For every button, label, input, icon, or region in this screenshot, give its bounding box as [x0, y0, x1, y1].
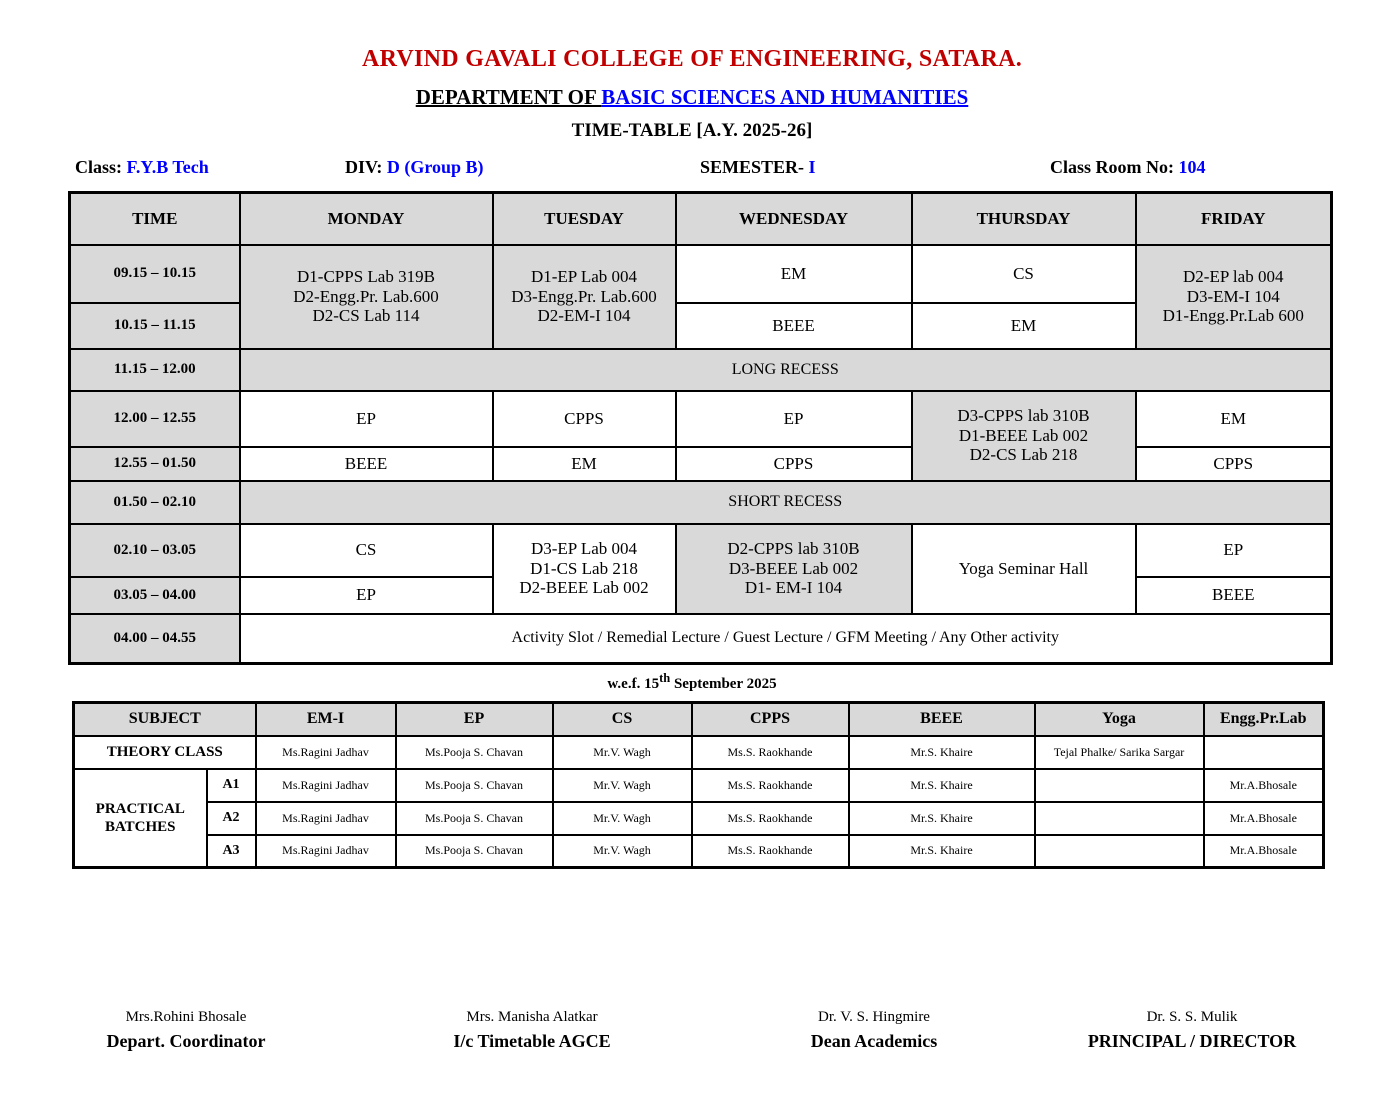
teacher-cell: Ms.Pooja S. Chavan	[396, 802, 553, 835]
col-header-cs: CS	[553, 703, 692, 736]
cell-thursday-yoga: Yoga Seminar Hall	[912, 524, 1136, 614]
col-header-enggprlab: Engg.Pr.Lab	[1204, 703, 1324, 736]
cell-wednesday-1255: CPPS	[676, 447, 912, 481]
theory-class-label: THEORY CLASS	[74, 736, 256, 769]
teacher-cell: Ms.Pooja S. Chavan	[396, 736, 553, 769]
department-name: BASIC SCIENCES AND HUMANITIES	[601, 85, 969, 109]
cell-friday-morning-labs: D2-EP lab 004 D3-EM-I 104 D1-Engg.Pr.Lab 600	[1136, 245, 1332, 349]
teacher-cell: Ms.Pooja S. Chavan	[396, 769, 553, 802]
teacher-cell: Ms.Pooja S. Chavan	[396, 835, 553, 868]
table-row	[70, 245, 1332, 303]
teacher-cell: Ms.S. Raokhande	[692, 736, 849, 769]
col-header-time: TIME	[70, 193, 240, 245]
timetable-title: TIME-TABLE [A.Y. 2025-26]	[571, 120, 813, 141]
class-info-row	[0, 157, 1384, 183]
batch-label-a3: A3	[207, 835, 256, 868]
cell-monday-1200: EP	[240, 391, 493, 447]
teacher-cell: Mr.S. Khaire	[849, 769, 1035, 802]
teacher-cell: Mr.V. Wagh	[553, 736, 692, 769]
department-prefix: DEPARTMENT OF	[415, 85, 602, 109]
batch-label-a1: A1	[207, 769, 256, 802]
col-header-wednesday: WEDNESDAY	[676, 193, 912, 245]
short-recess-cell: SHORT RECESS	[240, 481, 1332, 524]
teacher-cell	[1204, 736, 1324, 769]
practical-batches-label: PRACTICAL BATCHES	[74, 769, 207, 868]
timetable-header-row	[70, 193, 1332, 245]
teacher-cell	[1035, 802, 1204, 835]
staff-header-row	[74, 703, 1324, 736]
timetable-document	[0, 46, 1384, 1102]
table-row	[70, 391, 1332, 447]
signature-principal-director: Dr. S. S. Mulik PRINCIPAL / DIRECTOR	[1087, 1009, 1297, 1051]
time-slot-0400: 04.00 – 04.55	[70, 614, 240, 664]
teacher-cell: Ms.S. Raokhande	[692, 769, 849, 802]
cell-wednesday-1200: EP	[676, 391, 912, 447]
teacher-cell: Mr.A.Bhosale	[1204, 769, 1324, 802]
practical-batch-row-a1	[74, 769, 1324, 802]
staff-allocation-table	[72, 701, 1325, 869]
teacher-cell: Mr.V. Wagh	[553, 769, 692, 802]
activity-row	[70, 614, 1332, 664]
cell-friday-1200: EM	[1136, 391, 1332, 447]
signature-timetable-incharge: Mrs. Manisha Alatkar I/c Timetable AGCE	[453, 1009, 611, 1051]
teacher-cell: Ms.S. Raokhande	[692, 802, 849, 835]
teacher-cell: Mr.V. Wagh	[553, 835, 692, 868]
table-row	[70, 447, 1332, 481]
cell-thursday-1015: EM	[912, 303, 1136, 349]
department-line	[0, 85, 1384, 110]
semester-info: SEMESTER- I	[700, 157, 816, 177]
division-info: DIV: D (Group B)	[345, 157, 484, 177]
time-slot-0305: 03.05 – 04.00	[70, 577, 240, 614]
teacher-cell: Ms.S. Raokhande	[692, 835, 849, 868]
short-recess-row	[70, 481, 1332, 524]
time-slot-1115: 11.15 – 12.00	[70, 349, 240, 391]
batch-label-a2: A2	[207, 802, 256, 835]
time-slot-0210: 02.10 – 03.05	[70, 524, 240, 577]
cell-thursday-0915: CS	[912, 245, 1136, 303]
cell-monday-morning-labs: D1-CPPS Lab 319B D2-Engg.Pr. Lab.600 D2-CS Lab 114	[240, 245, 493, 349]
time-slot-1015: 10.15 – 11.15	[70, 303, 240, 349]
teacher-cell: Mr.S. Khaire	[849, 835, 1035, 868]
weekly-timetable	[68, 191, 1333, 665]
class-info: Class: F.Y.B Tech	[75, 157, 209, 177]
time-slot-1200: 12.00 – 12.55	[70, 391, 240, 447]
activity-slot-cell: Activity Slot / Remedial Lecture / Guest Lecture / GFM Meeting / Any Other activity	[240, 614, 1332, 664]
teacher-cell: Ms.Ragini Jadhav	[256, 802, 396, 835]
classroom-info: Class Room No: 104	[1050, 157, 1206, 177]
cell-friday-0210: EP	[1136, 524, 1332, 577]
time-slot-0915: 09.15 – 10.15	[70, 245, 240, 303]
cell-monday-0210: CS	[240, 524, 493, 577]
cell-friday-1255: CPPS	[1136, 447, 1332, 481]
time-slot-0150: 01.50 – 02.10	[70, 481, 240, 524]
teacher-cell: Mr.A.Bhosale	[1204, 802, 1324, 835]
teacher-cell	[1035, 835, 1204, 868]
col-header-beee: BEEE	[849, 703, 1035, 736]
signature-dean-academics: Dr. V. S. Hingmire Dean Academics	[810, 1009, 938, 1051]
teacher-cell: Ms.Ragini Jadhav	[256, 769, 396, 802]
teacher-cell: Mr.S. Khaire	[849, 802, 1035, 835]
table-row	[70, 524, 1332, 577]
teacher-cell: Mr.S. Khaire	[849, 736, 1035, 769]
cell-monday-1255: BEEE	[240, 447, 493, 481]
col-header-monday: MONDAY	[240, 193, 493, 245]
col-header-thursday: THURSDAY	[912, 193, 1136, 245]
col-header-yoga: Yoga	[1035, 703, 1204, 736]
cell-tuesday-afternoon-labs: D3-EP Lab 004 D1-CS Lab 218 D2-BEEE Lab 002	[493, 524, 676, 614]
teacher-cell: Ms.Ragini Jadhav	[256, 835, 396, 868]
effective-date: w.e.f. 15th September 2025	[607, 671, 777, 692]
cell-wednesday-0915: EM	[676, 245, 912, 303]
practical-batch-row-a2	[74, 802, 1324, 835]
col-header-tuesday: TUESDAY	[493, 193, 676, 245]
cell-wednesday-1015: BEEE	[676, 303, 912, 349]
theory-class-row	[74, 736, 1324, 769]
col-header-subject: SUBJECT	[74, 703, 256, 736]
cell-thursday-noon-labs: D3-CPPS lab 310B D1-BEEE Lab 002 D2-CS Lab 218	[912, 391, 1136, 481]
cell-monday-0305: EP	[240, 577, 493, 614]
cell-tuesday-morning-labs: D1-EP Lab 004 D3-Engg.Pr. Lab.600 D2-EM-I 104	[493, 245, 676, 349]
col-header-cpps: CPPS	[692, 703, 849, 736]
teacher-cell: Mr.A.Bhosale	[1204, 835, 1324, 868]
cell-wednesday-afternoon-labs: D2-CPPS lab 310B D3-BEEE Lab 002 D1- EM-I 104	[676, 524, 912, 614]
cell-tuesday-1255: EM	[493, 447, 676, 481]
teacher-cell: Tejal Phalke/ Sarika Sargar	[1035, 736, 1204, 769]
time-slot-1255: 12.55 – 01.50	[70, 447, 240, 481]
col-header-friday: FRIDAY	[1136, 193, 1332, 245]
practical-batch-row-a3	[74, 835, 1324, 868]
col-header-emi: EM-I	[256, 703, 396, 736]
long-recess-row	[70, 349, 1332, 391]
signature-block	[0, 1009, 1384, 1079]
col-header-ep: EP	[396, 703, 553, 736]
signature-dept-coordinator: Mrs.Rohini Bhosale Depart. Coordinator	[106, 1009, 266, 1051]
long-recess-cell: LONG RECESS	[240, 349, 1332, 391]
teacher-cell: Ms.Ragini Jadhav	[256, 736, 396, 769]
cell-tuesday-1200: CPPS	[493, 391, 676, 447]
teacher-cell: Mr.V. Wagh	[553, 802, 692, 835]
teacher-cell	[1035, 769, 1204, 802]
college-name: ARVIND GAVALI COLLEGE OF ENGINEERING, SATARA.	[361, 46, 1023, 72]
cell-friday-0305: BEEE	[1136, 577, 1332, 614]
